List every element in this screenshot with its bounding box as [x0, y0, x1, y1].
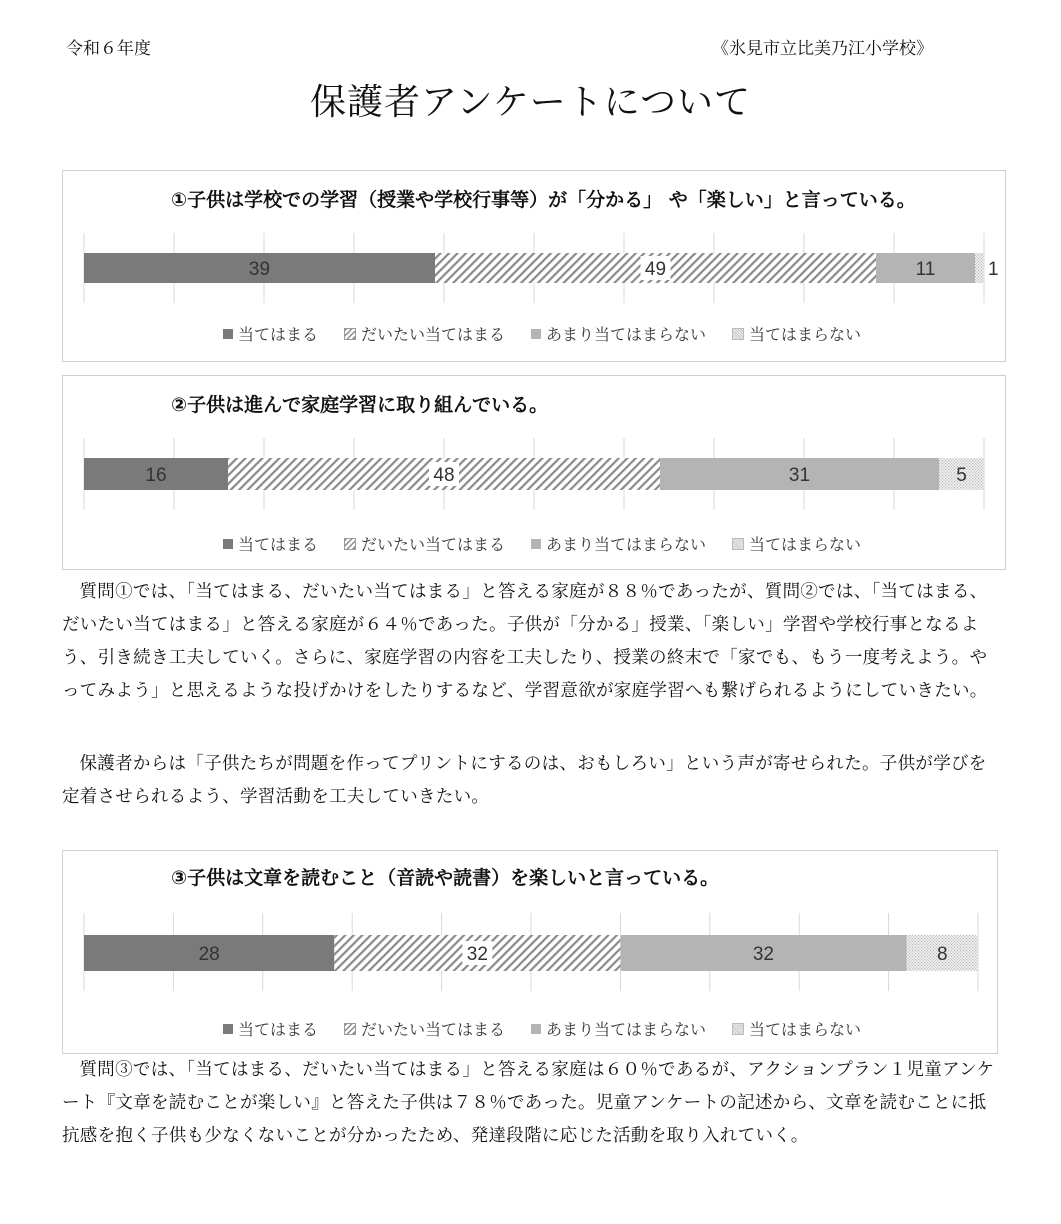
school-name: 《氷見市立比美乃江小学校》 [712, 39, 933, 59]
data-label: 31 [788, 465, 811, 486]
legend-label: だいたい当てはまる [361, 535, 506, 554]
data-label: 49 [644, 259, 667, 280]
data-label: 39 [248, 259, 271, 280]
chart-title: ③子供は文章を読むこと（音読や読書）を楽しいと言っている。 [171, 867, 720, 889]
legend-swatch-icon [531, 1024, 541, 1034]
legend-label: だいたい当てはまる [361, 1020, 506, 1039]
legend-swatch-icon [531, 329, 541, 339]
paragraph-2: 保護者からは「子供たちが問題を作ってプリントにするのは、おもしろい」という声が寄せられた。子供が学びを定着させられるよう、学習活動を工夫していきたい。 [62, 754, 987, 807]
legend-label: あまり当てはまらない [546, 535, 707, 554]
chart-3 [62, 850, 998, 1054]
legend-label: あまり当てはまらない [546, 1020, 707, 1039]
legend-swatch-icon [732, 1023, 744, 1035]
data-label: 32 [752, 944, 775, 965]
legend-swatch-icon [223, 539, 233, 549]
legend-item [223, 322, 318, 345]
legend-item [531, 532, 706, 555]
data-label: 48 [433, 465, 455, 486]
legend-label: 当てはまる [238, 535, 319, 554]
data-label: 28 [198, 944, 220, 965]
legend-swatch-icon [344, 328, 356, 340]
legend-label: 当てはまる [238, 1020, 319, 1039]
chart-1 [62, 170, 1006, 362]
chart-legend [223, 1017, 887, 1040]
legend-item [531, 1017, 706, 1040]
legend-label: 当てはまる [238, 325, 319, 344]
legend-item [344, 532, 505, 555]
legend-label: あまり当てはまらない [546, 325, 707, 344]
data-label: 5 [956, 465, 967, 486]
chart-title: ①子供は学校での学習（授業や学校行事等）が「分かる」 や「楽しい」と言っている。 [171, 189, 916, 211]
legend-item [223, 1017, 318, 1040]
legend-item [344, 1017, 505, 1040]
data-label: 16 [145, 465, 167, 486]
paragraph-3: 質問③では、「当てはまる、だいたい当てはまる」と答える家庭は６０％であるが、アクションプラン１児童アンケート『文章を読むことが楽しい』と答えた子供は７８％であった。児童アンケートの記述から、文章を読むことに抵抗感を抱く子供も少なくないことが分かったため、発達段階に応じた活動を取り入れていく。 [62, 1060, 995, 1146]
legend-item [531, 322, 706, 345]
chart-2 [62, 375, 1006, 570]
legend-label: 当てはまらない [749, 1020, 862, 1039]
chart-legend [223, 322, 887, 345]
legend-swatch-icon [732, 328, 744, 340]
legend-label: だいたい当てはまる [361, 325, 506, 344]
data-label: 11 [915, 259, 936, 280]
legend-swatch-icon [344, 1023, 356, 1035]
legend-swatch-icon [223, 1024, 233, 1034]
data-label: 8 [936, 944, 948, 965]
legend-swatch-icon [732, 538, 744, 550]
legend-label: 当てはまらない [749, 535, 862, 554]
legend-item [344, 322, 505, 345]
legend-item [732, 322, 861, 345]
chart-title: ②子供は進んで家庭学習に取り組んでいる。 [171, 394, 549, 416]
legend-swatch-icon [344, 538, 356, 550]
legend-label: 当てはまらない [749, 325, 862, 344]
bar-segment [975, 253, 984, 283]
legend-swatch-icon [531, 539, 541, 549]
data-label: 1 [988, 259, 999, 280]
data-label: 32 [466, 944, 488, 965]
year-label: 令和６年度 [66, 39, 151, 59]
chart-legend [223, 532, 887, 555]
page-title: 保護者アンケートについて [309, 82, 752, 123]
legend-item [732, 1017, 861, 1040]
legend-item [732, 532, 861, 555]
legend-item [223, 532, 318, 555]
legend-swatch-icon [223, 329, 233, 339]
paragraph-1: 質問①では、「当てはまる、だいたい当てはまる」と答える家庭が８８％であったが、質問②では、「当てはまる、だいたい当てはまる」と答える家庭が６４％であった。子供が「分かる」授業、「楽しい」学習や学校行事となるよう、引き続き工夫していく。さらに、家庭学習の内容を工夫したり、授業の終末で「家でも、もう一度考えよう。やってみよう」と思えるような投げかけをしたりするなど、学習意欲が家庭学習へも繋げられるようにしていきたい。 [62, 582, 988, 701]
